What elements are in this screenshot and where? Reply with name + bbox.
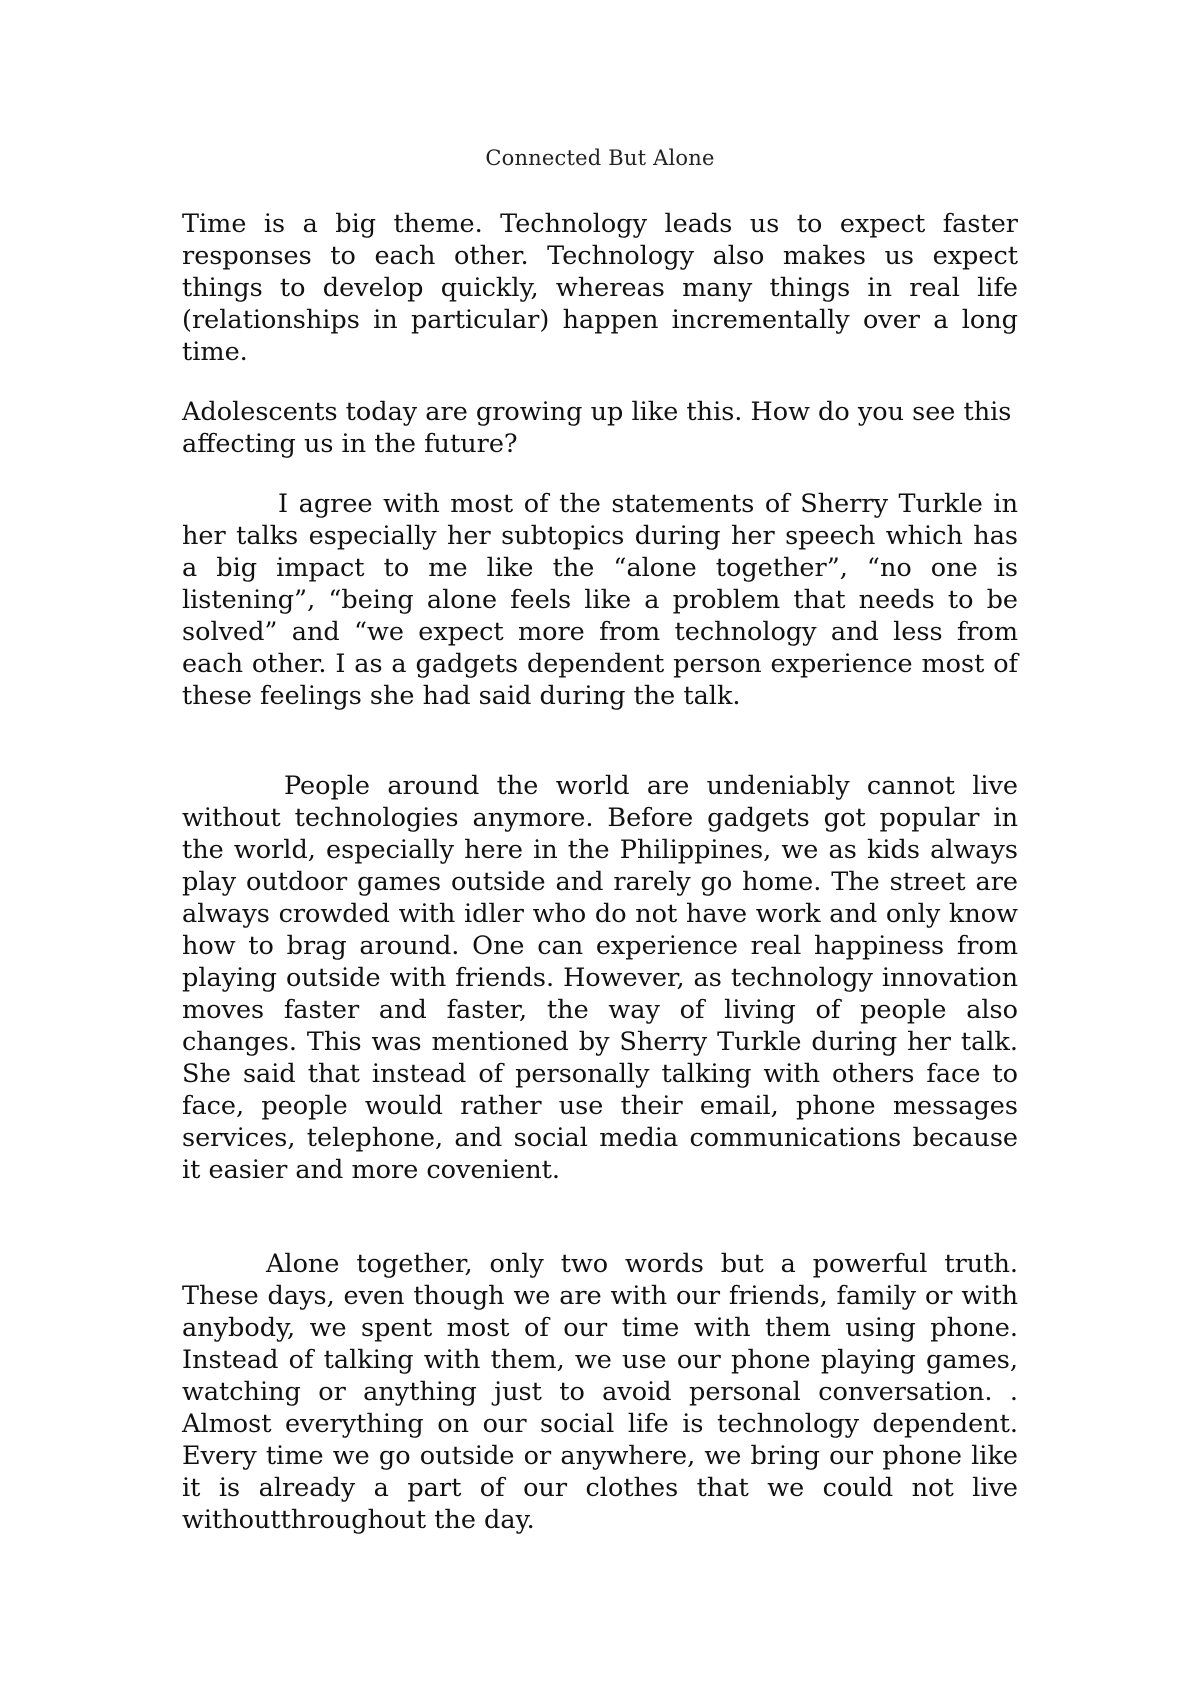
paragraph-alone-together: Alone together, only two words but a powerful truth. These days, even though we are with our friends, family or with anybody, we spent most of our time with them using phone. Instead of talking with them, we use our phone playing games, watching or anything just to avoid personal conversation. . Almost everything on our social life is technology dependent. Every time we go outside or anywhere, we bring our phone like it is already a part of our clothes that we could not live withoutthroughout the day. — [182, 1249, 1018, 1535]
paragraph-question: Adolescents today are growing up like this. How do you see this affecting us in the future? — [182, 397, 1012, 459]
paragraph-agreement: I agree with most of the statements of Sherry Turkle in her talks especially her subtopics during her speech which has a big impact to me like the “alone together”, “no one is listening”, “being alone feels like a problem that needs to be solved” and “we expect more from technology and less from each other. I as a gadgets dependent person experience most of these feelings she had said during the talk. — [182, 489, 1018, 711]
document-title: Connected But Alone — [485, 146, 715, 170]
paragraph-time-theme: Time is a big theme. Technology leads us to expect faster responses to each other. Technology also makes us expect things to develop quickly, whereas many things in real life (relationships in particular) happen incrementally over a long time. — [182, 209, 1018, 367]
paragraph-technology-dependence: People around the world are undeniably cannot live without technologies anymore. Before gadgets got popular in the world, especially here in the Philippines, we as kids always play outdoor games outside and rarely go home. The street are always crowded with idler who do not have work and only know how to brag around. One can experience real happiness from playing outside with friends. However, as technology innovation moves faster and faster, the way of living of people also changes. This was mentioned by Sherry Turkle during her talk. She said that instead of personally talking with others face to face, people would rather use their email, phone messages services, telephone, and social media communications because it easier and more covenient. — [182, 771, 1018, 1185]
